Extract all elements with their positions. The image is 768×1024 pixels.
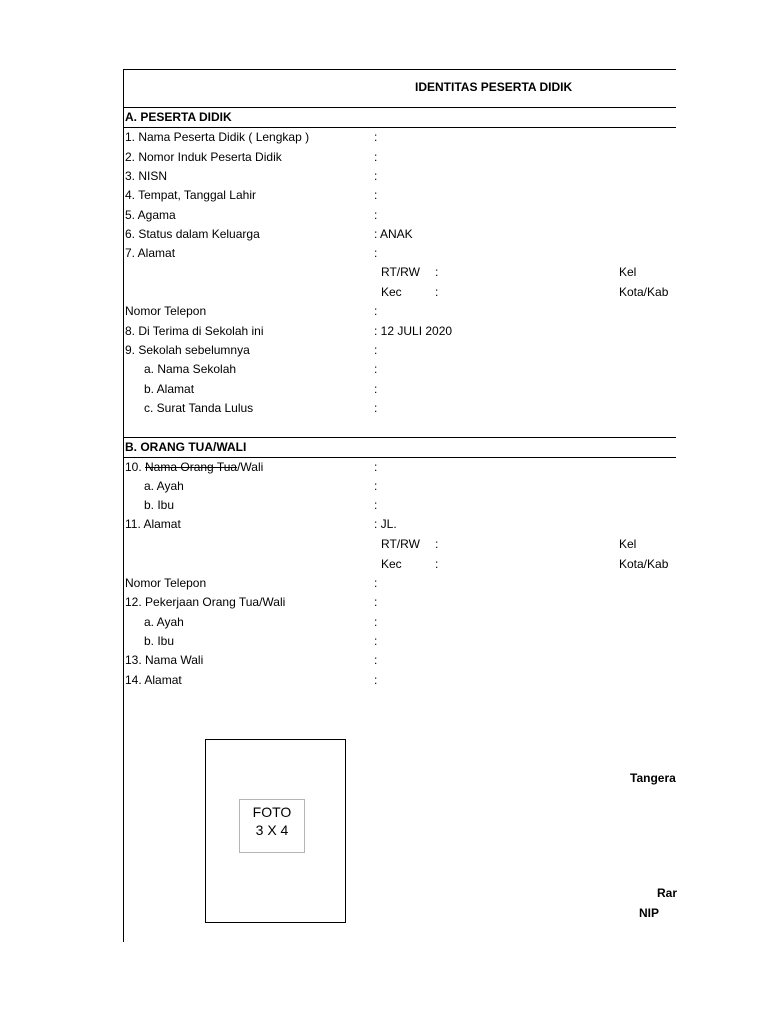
field-nama-sekolah-colon: : xyxy=(374,362,378,376)
field-ortu-kota-label: Kota/Kab xyxy=(619,557,669,571)
section-b-divider xyxy=(123,457,676,458)
field-sekolah-sebelumnya-colon: : xyxy=(374,343,378,357)
field-ortu-rtrw-label: RT/RW xyxy=(381,537,420,551)
section-b-top-divider xyxy=(123,437,676,438)
field-ortu-nama-colon: : xyxy=(374,460,378,474)
field-kec-label: Kec xyxy=(381,285,402,299)
field-surat-lulus-label: c. Surat Tanda Lulus xyxy=(144,401,254,415)
field-pek-ayah-colon: : xyxy=(374,615,378,629)
field-alamat-label: 7. Alamat xyxy=(125,246,176,260)
field-pekerjaan-colon: : xyxy=(374,595,378,609)
page-title: IDENTITAS PESERTA DIDIK xyxy=(415,80,573,94)
field-agama-colon: : xyxy=(374,208,378,222)
field-ibu-colon: : xyxy=(374,498,378,512)
field-nisn-colon: : xyxy=(374,169,378,183)
signature-place: Tangera xyxy=(630,771,676,785)
field-kel-label: Kel xyxy=(619,265,637,279)
field-ortu-nama-prefix: 10. xyxy=(125,460,146,474)
field-agama-label: 5. Agama xyxy=(125,208,176,222)
signature-name: Rar xyxy=(657,886,678,900)
field-alamat-sekolah-label: b. Alamat xyxy=(144,382,195,396)
field-ortu-kec-colon: : xyxy=(435,557,439,571)
field-nisn-label: 3. NISN xyxy=(125,169,168,183)
field-nama-label: 1. Nama Peserta Didik ( Lengkap ) xyxy=(125,130,310,144)
field-nomor-induk-label: 2. Nomor Induk Peserta Didik xyxy=(125,150,282,164)
field-pek-ibu-label: b. Ibu xyxy=(144,634,175,648)
field-ortu-rtrw-colon: : xyxy=(435,537,439,551)
field-nama-wali-label: 13. Nama Wali xyxy=(125,653,204,667)
field-ortu-alamat-label: 11. Alamat xyxy=(125,517,181,531)
field-alamat-wali-colon: : xyxy=(374,673,378,687)
section-b-heading: B. ORANG TUA/WALI xyxy=(125,440,247,454)
field-ayah-colon: : xyxy=(374,479,378,493)
section-a-divider xyxy=(123,127,676,128)
field-diterima-value: : 12 JULI 2020 xyxy=(374,324,453,338)
field-ortu-kel-label: Kel xyxy=(619,537,637,551)
section-a-heading: A. PESERTA DIDIK xyxy=(125,110,232,124)
field-rtrw-colon: : xyxy=(435,265,439,279)
field-status-label: 6. Status dalam Keluarga xyxy=(125,227,260,241)
photo-label-line1: FOTO xyxy=(252,804,292,820)
field-sekolah-sebelumnya-label: 9. Sekolah sebelumnya xyxy=(125,343,250,357)
field-diterima-label: 8. Di Terima di Sekolah ini xyxy=(125,324,264,338)
field-ortu-nama-suffix: /Wali xyxy=(237,460,264,474)
photo-label-line2: 3 X 4 xyxy=(255,822,289,838)
field-nama-sekolah-label: a. Nama Sekolah xyxy=(144,362,237,376)
field-ortu-nama-label xyxy=(125,460,263,474)
field-ttl-colon: : xyxy=(374,188,378,202)
field-ortu-nama-struck: Nama Orang Tua xyxy=(145,460,238,474)
field-surat-lulus-colon: : xyxy=(374,401,378,415)
field-telepon-label: Nomor Telepon xyxy=(125,304,207,318)
field-kota-label: Kota/Kab xyxy=(619,285,669,299)
field-alamat-wali-label: 14. Alamat xyxy=(125,673,182,687)
field-telepon-colon: : xyxy=(374,304,378,318)
field-ortu-telepon-label: Nomor Telepon xyxy=(125,576,207,590)
field-status-value: : ANAK xyxy=(374,227,413,241)
field-pekerjaan-label: 12. Pekerjaan Orang Tua/Wali xyxy=(125,595,286,609)
field-pek-ayah-label: a. Ayah xyxy=(144,615,184,629)
field-nomor-induk-colon: : xyxy=(374,150,378,164)
signature-nip: NIP xyxy=(639,906,660,920)
field-nama-colon: : xyxy=(374,130,378,144)
field-ortu-alamat-value: : JL. xyxy=(374,517,397,531)
field-ttl-label: 4. Tempat, Tanggal Lahir xyxy=(125,188,256,202)
title-divider xyxy=(123,107,676,108)
field-ortu-telepon-colon: : xyxy=(374,576,378,590)
field-ibu-label: b. Ibu xyxy=(144,498,175,512)
field-ayah-label: a. Ayah xyxy=(144,479,184,493)
photo-label xyxy=(239,799,305,853)
field-rtrw-label: RT/RW xyxy=(381,265,420,279)
field-alamat-sekolah-colon: : xyxy=(374,382,378,396)
field-pek-ibu-colon: : xyxy=(374,634,378,648)
table-left-border xyxy=(123,69,124,942)
field-ortu-kec-label: Kec xyxy=(381,557,402,571)
field-alamat-colon: : xyxy=(374,246,378,260)
table-top-border xyxy=(123,69,676,70)
field-kec-colon: : xyxy=(435,285,439,299)
field-nama-wali-colon: : xyxy=(374,653,378,667)
